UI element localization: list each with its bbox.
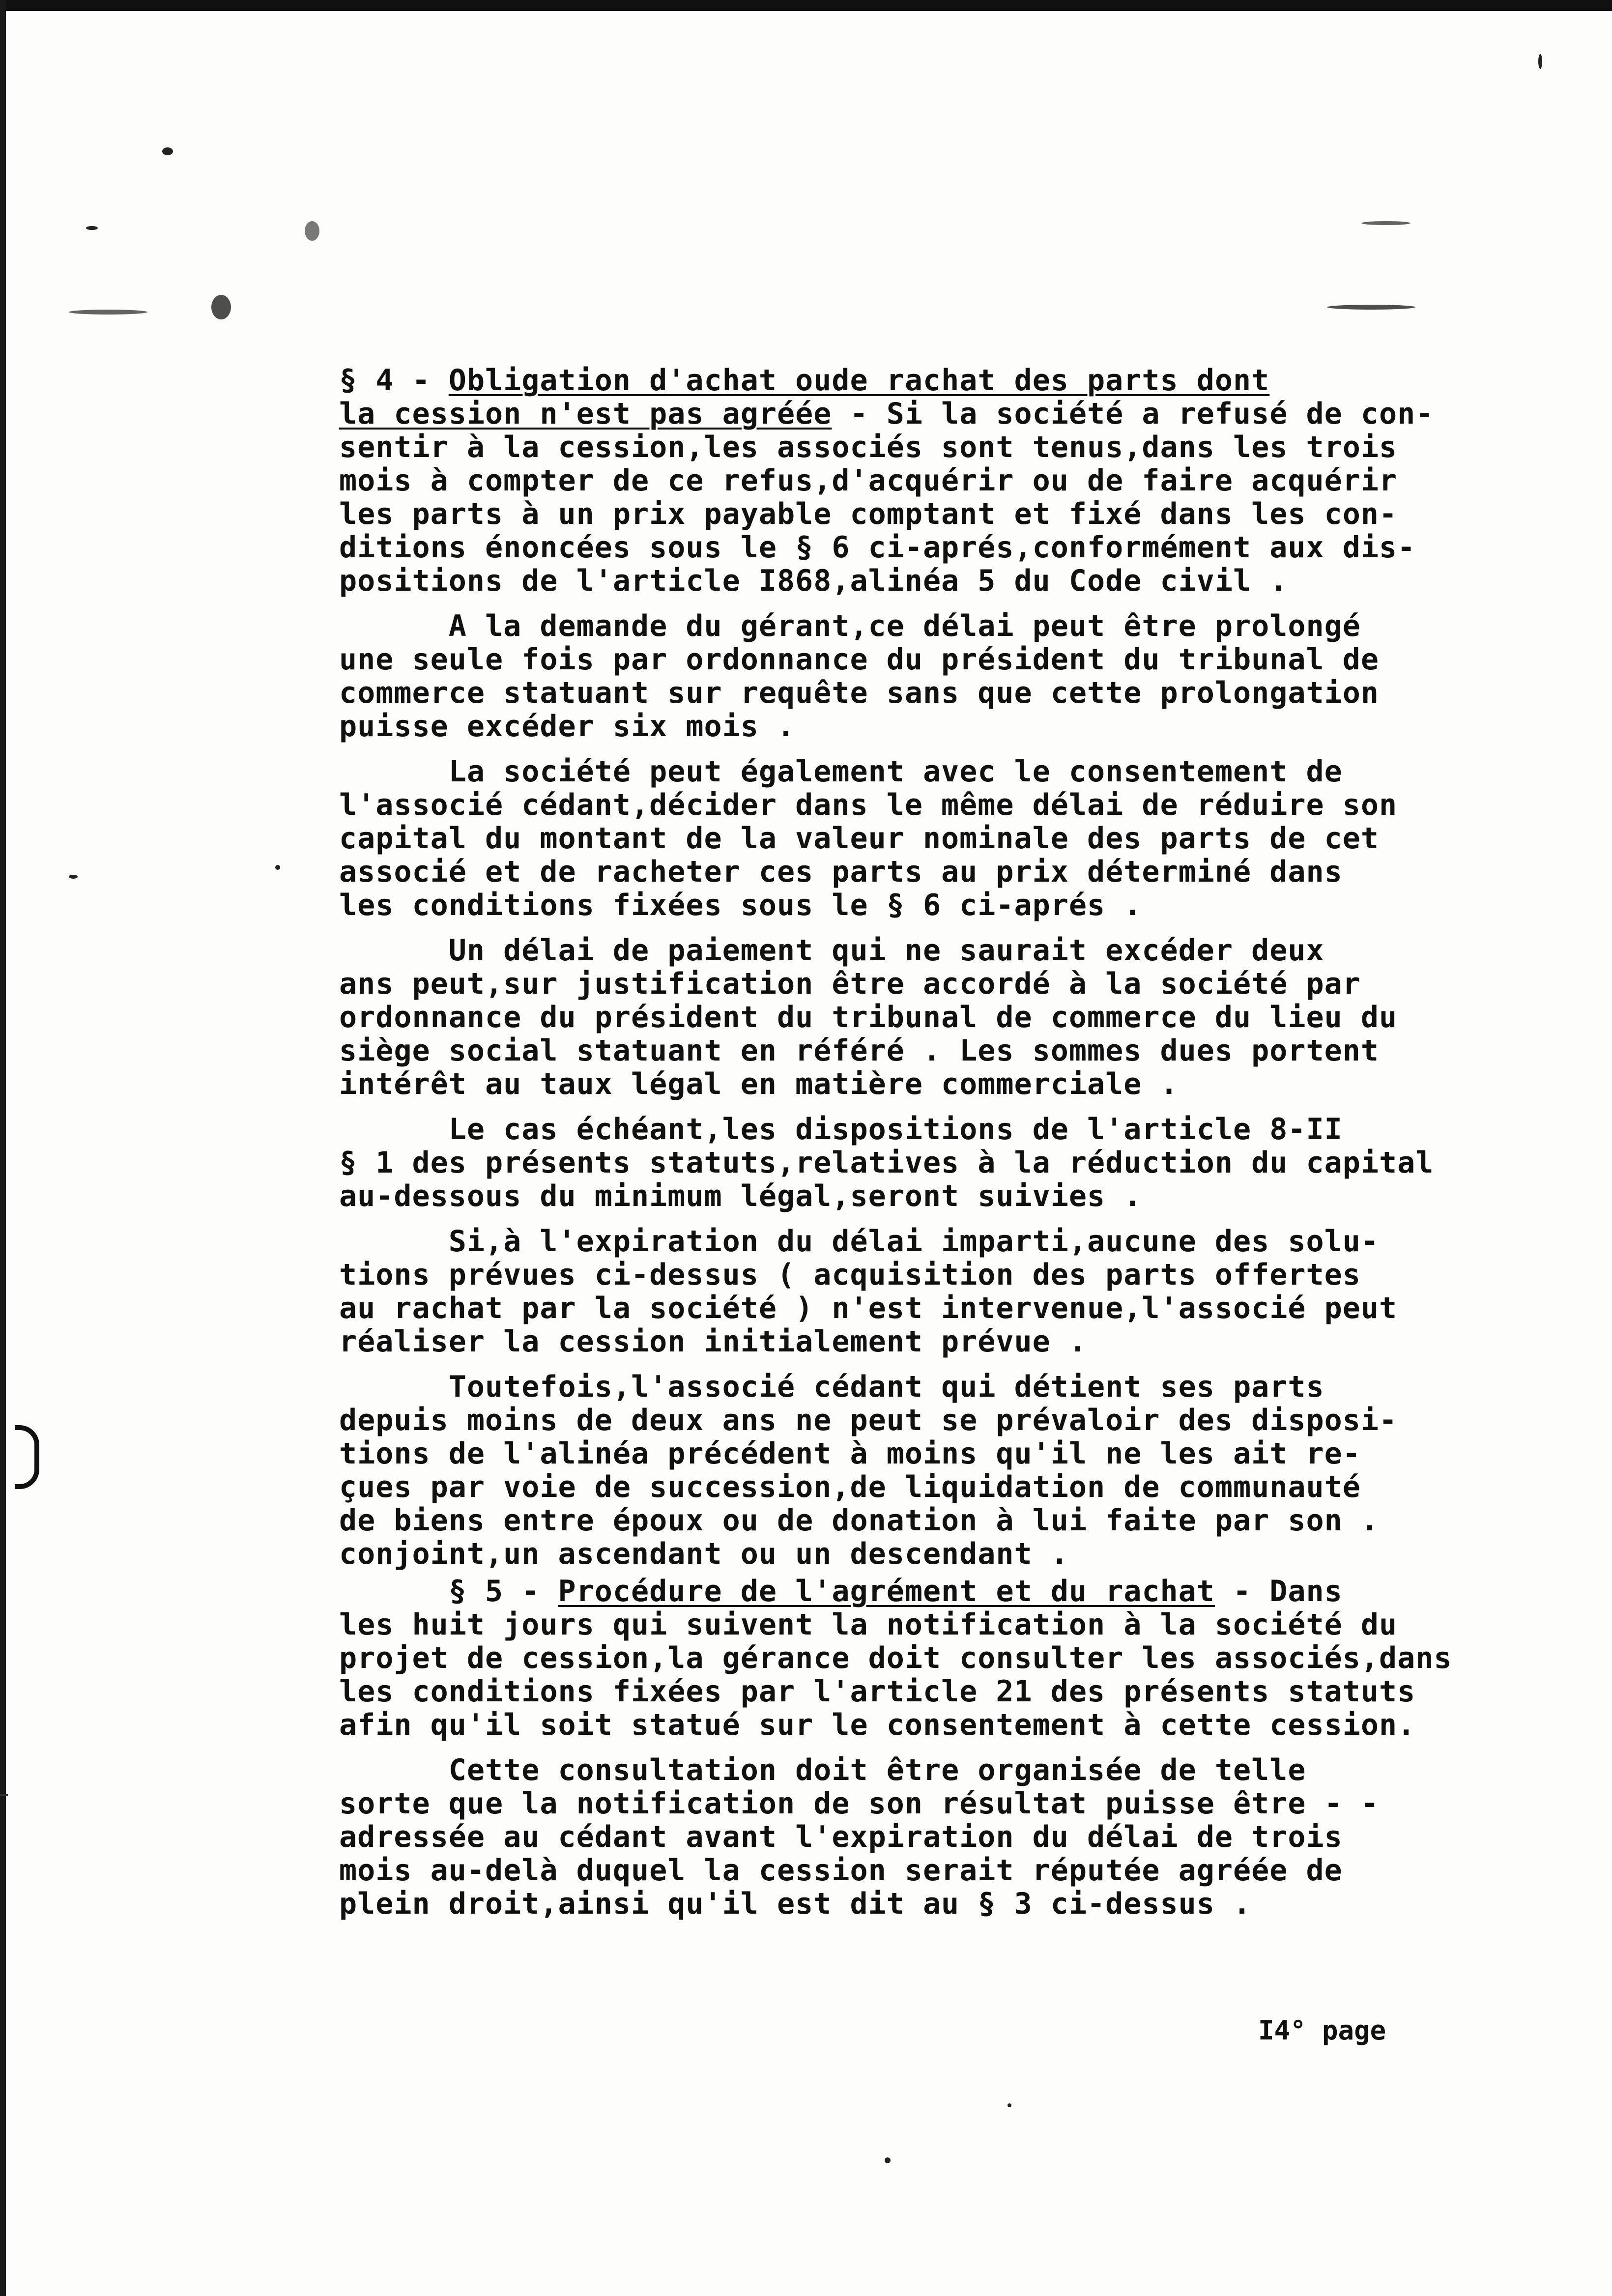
text-line: au rachat par la société ) n'est intervenue,l'associé peut: [339, 1291, 1398, 1325]
text-line: ditions énoncées sous le § 6 ci-aprés,conformément aux dis-: [339, 530, 1416, 565]
section-4-heading-line-1: Obligation d'achat oude rachat des parts dont: [448, 363, 1270, 398]
text-line: La société peut également avec le consentement de: [339, 754, 1343, 789]
text-line: mois à compter de ce refus,d'acquérir ou de faire acquérir: [339, 463, 1398, 498]
paragraph-paiement: [339, 934, 1528, 1101]
section-4-paragraph: [339, 364, 1528, 598]
text-line: les huit jours qui suivent la notification à la société du: [339, 1607, 1398, 1642]
text-line: - Si la société a refusé de con-: [832, 397, 1434, 431]
scan-speck: [69, 310, 147, 315]
text-line: depuis moins de deux ans ne peut se prévaloir des disposi-: [339, 1403, 1398, 1437]
text-line: de biens entre époux ou de donation à lui faite par son .: [339, 1503, 1380, 1538]
text-line: siège social statuant en référé . Les sommes dues portent: [339, 1033, 1380, 1068]
page-number: I4° page: [1258, 2015, 1386, 2046]
text-line: Toutefois,l'associé cédant qui détient ses parts: [339, 1370, 1324, 1404]
text-line: tions de l'alinéa précédent à moins qu'il ne les ait re-: [339, 1436, 1361, 1471]
scan-speck: [69, 875, 78, 879]
text-line: § 1 des présents statuts,relatives à la réduction du capital: [339, 1146, 1434, 1180]
text-line: les conditions fixées sous le § 6 ci-aprés .: [339, 888, 1142, 922]
scan-speck: [1327, 305, 1415, 310]
text-line: Le cas échéant,les dispositions de l'article 8-II: [339, 1112, 1343, 1147]
text-line: - Dans: [1214, 1574, 1343, 1608]
paragraph-reduction: [339, 755, 1528, 922]
scan-edge-top: [0, 0, 1612, 11]
text-line: les conditions fixées par l'article 21 des présents statuts: [339, 1674, 1416, 1709]
paragraph-toutefois: [339, 1370, 1528, 1571]
scan-speck: [1008, 2103, 1011, 2107]
scan-speck: [211, 295, 231, 319]
section-5-paragraph: [339, 1575, 1528, 1742]
text-line: plein droit,ainsi qu'il est dit au § 3 ci-dessus .: [339, 1887, 1252, 1921]
scan-speck: [1361, 221, 1410, 225]
text-line: au-dessous du minimum légal,seront suivies .: [339, 1179, 1142, 1213]
text-line: une seule fois par ordonnance du président du tribunal de: [339, 642, 1380, 677]
paragraph-consultation: [339, 1753, 1528, 1921]
paragraph-prolongation: [339, 609, 1528, 743]
scan-speck: [885, 2157, 891, 2163]
text-line: çues par voie de succession,de liquidation de communauté: [339, 1470, 1361, 1504]
scan-speck: [305, 221, 319, 241]
text-line: associé et de racheter ces parts au prix déterminé dans: [339, 855, 1343, 889]
text-line: Si,à l'expiration du délai imparti,aucune des solu-: [339, 1224, 1380, 1259]
section-4-number: § 4 -: [339, 363, 449, 398]
text-line: capital du montant de la valeur nominale des parts de cet: [339, 821, 1380, 856]
scan-edge-left: [0, 0, 6, 2296]
text-line: afin qu'il soit statué sur le consentement à cette cession.: [339, 1708, 1416, 1742]
text-line: A la demande du gérant,ce délai peut être prolongé: [339, 609, 1361, 643]
text-line: Cette consultation doit être organisée de telle: [339, 1753, 1306, 1787]
text-line: réaliser la cession initialement prévue .: [339, 1324, 1088, 1359]
margin-tick: [0, 1794, 8, 1796]
document-body: [339, 364, 1528, 1932]
text-line: les parts à un prix payable comptant et fixé dans les con-: [339, 497, 1398, 531]
text-line: ans peut,sur justification être accordé à la société par: [339, 967, 1361, 1001]
text-line: Un délai de paiement qui ne saurait excéder deux: [339, 933, 1324, 968]
paragraph-expiration: [339, 1225, 1528, 1358]
section-5-number: § 5 -: [339, 1574, 558, 1608]
text-line: ordonnance du président du tribunal de commerce du lieu du: [339, 1000, 1398, 1034]
text-line: puisse excéder six mois .: [339, 709, 796, 744]
scan-speck: [162, 147, 173, 155]
text-line: positions de l'article I868,alinéa 5 du Code civil .: [339, 564, 1288, 598]
text-line: intérêt au taux légal en matière commerciale .: [339, 1067, 1179, 1101]
text-line: conjoint,un ascendant ou un descendant .: [339, 1537, 1069, 1571]
scan-speck: [1538, 54, 1542, 69]
scan-bracket-mark: [15, 1425, 39, 1489]
text-line: commerce statuant sur requête sans que cette prolongation: [339, 676, 1380, 710]
text-line: mois au-delà duquel la cession serait réputée agréée de: [339, 1853, 1343, 1888]
section-4-heading-line-2: la cession n'est pas agréée: [339, 397, 832, 431]
section-5-heading: Procédure de l'agrément et du rachat: [558, 1574, 1215, 1608]
scan-speck: [275, 865, 280, 870]
text-line: sorte que la notification de son résultat puisse être - -: [339, 1786, 1380, 1821]
text-line: sentir à la cession,les associés sont tenus,dans les trois: [339, 430, 1398, 464]
scan-speck: [86, 226, 98, 230]
text-line: tions prévues ci-dessus ( acquisition des parts offertes: [339, 1258, 1361, 1292]
paragraph-cas-echeant: [339, 1113, 1528, 1213]
text-line: projet de cession,la gérance doit consulter les associés,dans: [339, 1641, 1452, 1675]
text-line: l'associé cédant,décider dans le même délai de réduire son: [339, 788, 1398, 822]
text-line: adressée au cédant avant l'expiration du délai de trois: [339, 1820, 1343, 1854]
